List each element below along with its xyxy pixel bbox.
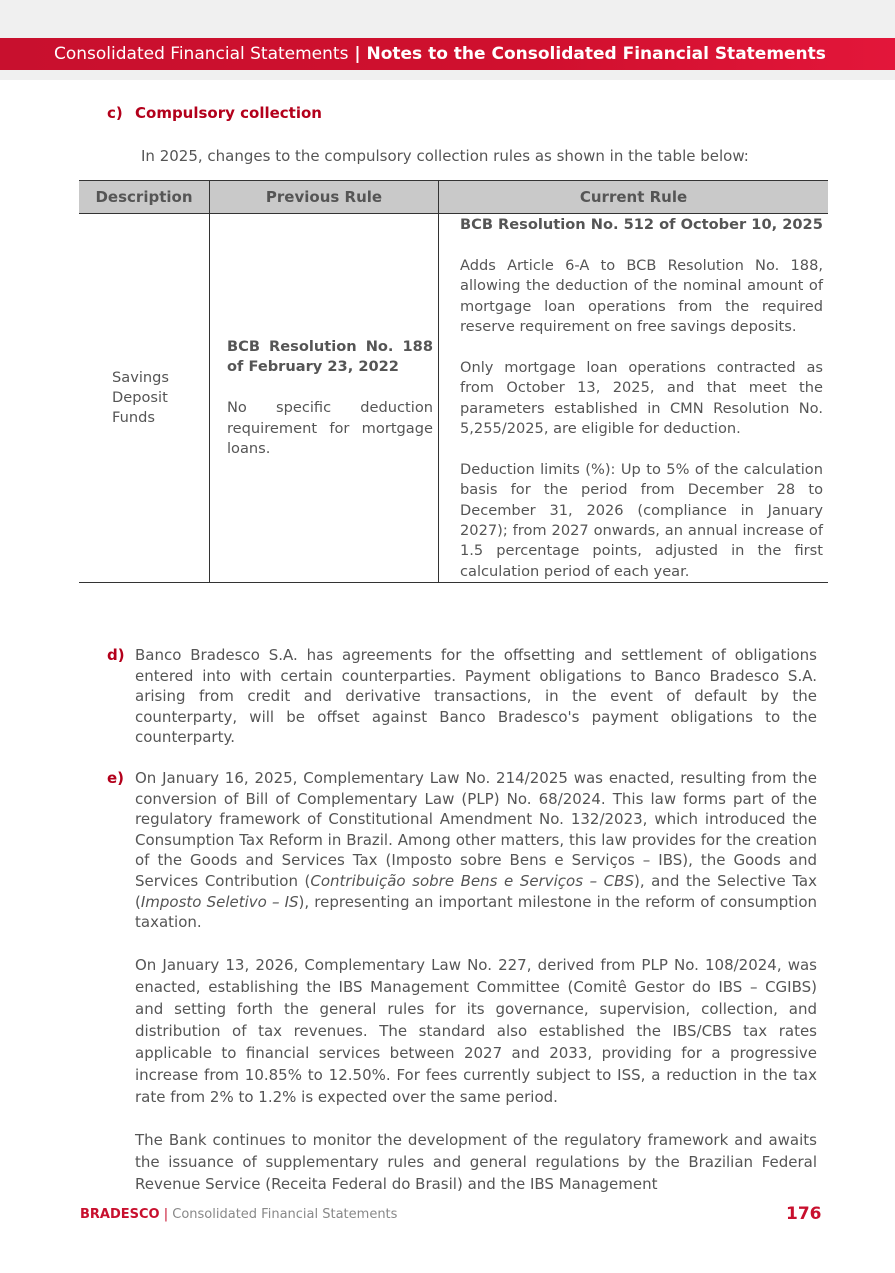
current-rule-title: BCB Resolution No. 512 of October 10, 2025 [460,216,823,233]
section-e [107,768,817,1195]
cell-previous-rule [210,214,439,583]
section-e-paragraph: The Bank continues to monitor the development of the regulatory framework and awaits the issuance of supplementary rules and general regulations by the Brazilian Federal Revenue Service (Receita Federal do Brasil) and the IBS Management [135,1130,817,1193]
italic-term: Imposto Seletivo – IS [140,892,299,911]
footer-brand: BRADESCO [80,1207,160,1222]
previous-rule-text: No specific deduction requirement for mortgage loans. [227,399,433,457]
header-title: Consolidated Financial Statements [54,44,349,64]
section-letter: d) [107,646,125,664]
table-header-row [79,181,828,214]
current-rule-paragraph: Only mortgage loan operations contracted as from October 13, 2025, and that meet the parameters established in CMN Resolution No. 5,255/2025, are eligible for deduction. [460,358,823,438]
header-current-rule: Current Rule [439,181,829,214]
header-separator: | [348,44,367,64]
cell-current-rule [439,214,829,583]
header-subtitle: Notes to the Consolidated Financial Statements [366,44,826,64]
current-rule-paragraph: Deduction limits (%): Up to 5% of the calculation basis for the period from December 28 to December 31, 2026 (compliance in January 2027); from 2027 onwards, an annual increase of 1.5 percentage points, adjusted in the first calculation period of each year. [460,460,823,580]
page-header [0,38,895,70]
section-e-paragraph [135,768,817,933]
section-e-body [135,768,817,1195]
section-letter: c) [107,104,123,122]
section-d [107,645,817,748]
section-d-text: Banco Bradesco S.A. has agreements for the offsetting and settlement of obligations entered into with certain counterparties. Payment obligations to Banco Bradesco S.A. arising from credit and derivative transactions, in the event of default by the counterparty, will be offset against Banco Bradesco's payment obligations to the counterparty. [135,646,817,747]
header-description: Description [79,181,210,214]
header-shadow [0,70,895,80]
previous-rule-title: BCB Resolution No. 188 of February 23, 2022 [227,337,433,376]
footer-title: Consolidated Financial Statements [172,1207,398,1222]
text-run: ), and the Selective Tax ( [135,871,818,911]
italic-term: Contribuição sobre Bens e Serviços – CBS [310,871,634,890]
footer [80,1207,397,1222]
description-text: Savings Deposit Funds [112,368,170,427]
text-run: ), representing an important milestone in the reform of consumption taxation. [135,892,818,932]
top-margin [0,0,895,38]
compulsory-rules-table [79,180,828,583]
section-letter: e) [107,769,125,787]
footer-separator: | [159,1207,173,1222]
current-rule-paragraph: Adds Article 6-A to BCB Resolution No. 188, allowing the deduction of the nominal amount of mortgage loan operations from the required reserve requirement on free savings deposits. [460,256,823,336]
page-number: 176 [786,1204,822,1224]
table-row [79,214,828,583]
section-e-paragraph: On January 13, 2026, Complementary Law No. 227, derived from PLP No. 108/2024, was enacted, establishing the IBS Management Committee (Comitê Gestor do IBS – CGIBS) and setting forth the general rules for its governance, supervision, collection, and distribution of tax revenues. The standard also established the IBS/CBS tax rates applicable to financial services between 2027 and 2033, providing for a progressive increase from 10.85% to 12.50%. For fees currently subject to ISS, a reduction in the tax rate from 2% to 1.2% is expected over the same period. [135,955,817,1106]
header-previous-rule: Previous Rule [210,181,439,214]
cell-description [79,214,210,583]
section-c-intro: In 2025, changes to the compulsory collection rules as shown in the table below: [141,147,749,165]
section-title: Compulsory collection [135,104,322,122]
section-c-heading [107,104,322,122]
text-run: On January 16, 2025, Complementary Law No. 214/2025 was enacted, resulting from the conversion of Bill of Complementary Law (PLP) No. 68/2024. This law forms part of the regulatory framework of Constitutional Amendment No. 132/2023, which introduced the Consumption Tax Reform in Brazil. Among other matters, this law provides for the creation of the Goods and Services Tax (Imposto sobre Bens e Serviços – IBS), the Goods and Services Contribution ( [135,769,817,890]
